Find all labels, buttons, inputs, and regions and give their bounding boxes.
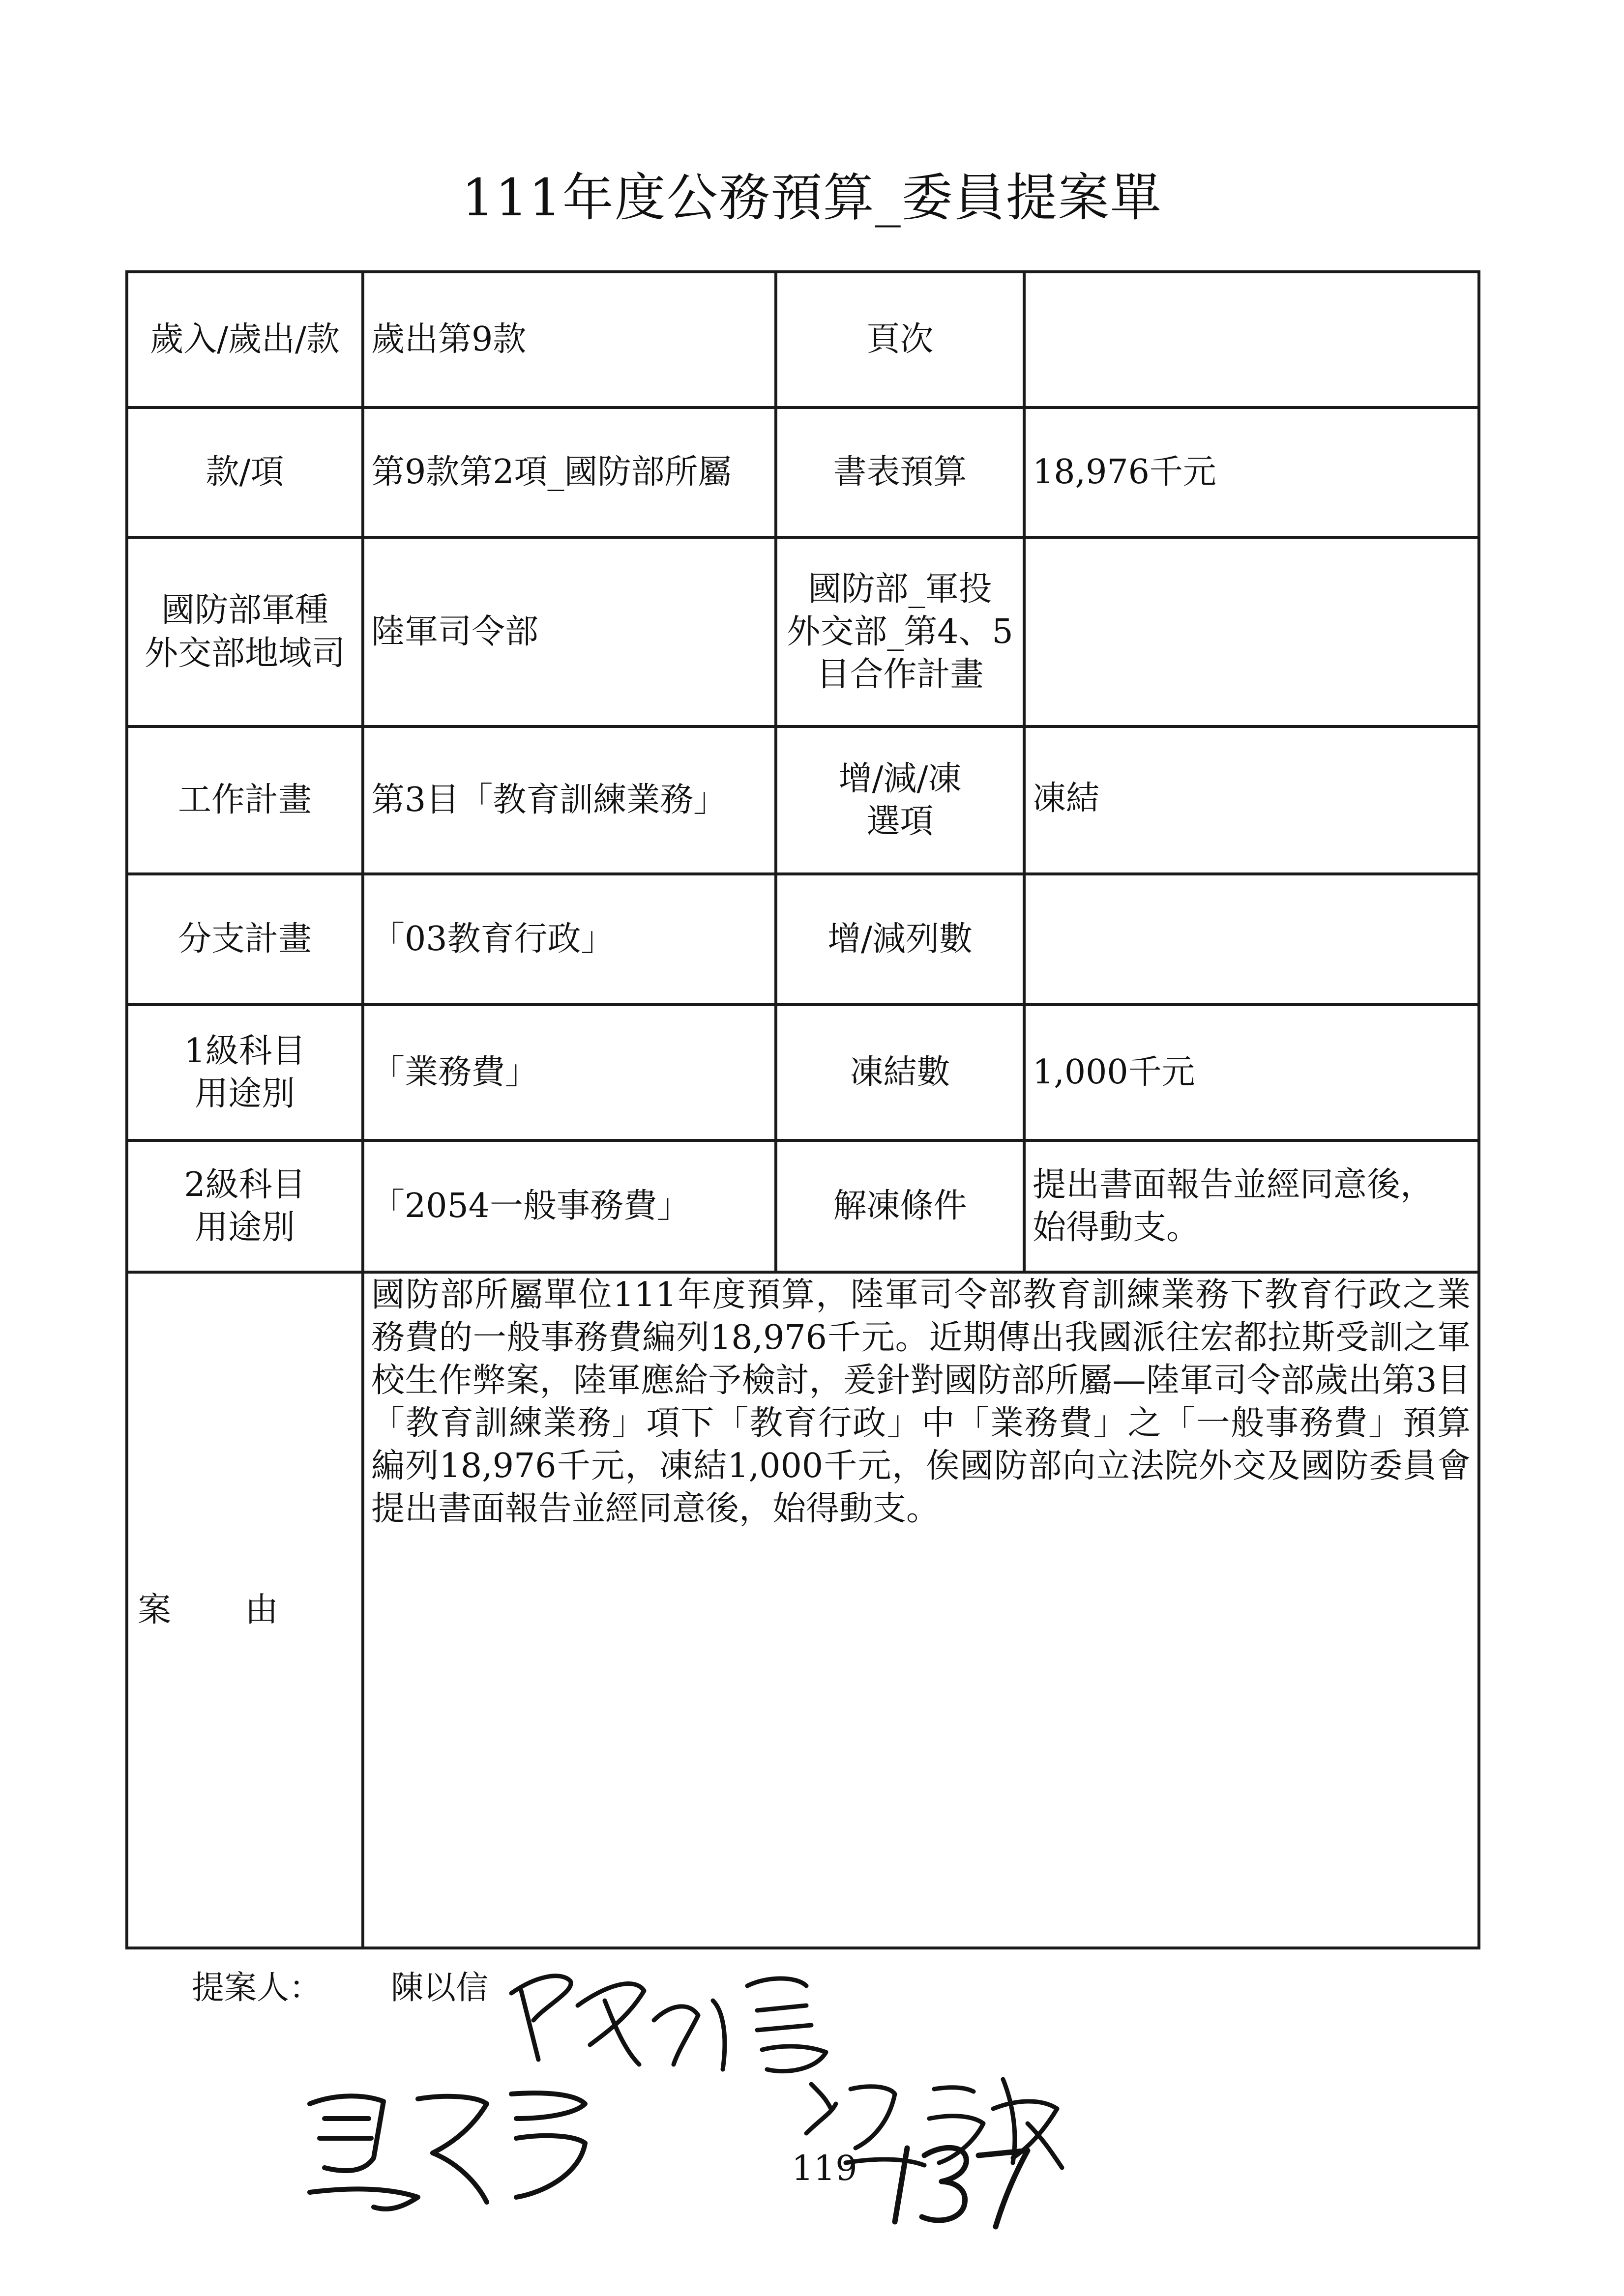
proposer-label: 提案人： — [192, 1969, 322, 2006]
page-number: 119 — [792, 2148, 857, 2188]
field-value-sub-plan: 「03教育行政」 — [363, 874, 776, 1005]
field-label-level1 — [127, 1005, 363, 1140]
field-label-work-plan: 工作計畫 — [127, 727, 363, 874]
unfreeze-line1: 提出書面報告並經同意後， — [1033, 1165, 1434, 1204]
form-row-item — [127, 407, 1479, 537]
field-label-sub-plan: 分支計畫 — [127, 874, 363, 1005]
field-value-change-amount — [1024, 874, 1479, 1005]
field-value-work-plan: 第3目「教育訓練業務」 — [363, 727, 776, 874]
field-value-freeze-amount: 1,000千元 — [1024, 1005, 1479, 1140]
field-label-freeze-amount: 凍結數 — [776, 1005, 1024, 1140]
reason-text: 國防部所屬單位111年度預算，陸軍司令部教育訓練業務下教育行政之業務費的一般事務費編列18,976千元。近期傳出我國派往宏都拉斯受訓之軍校生作弊案，陸軍應給予檢討，爰針對國防部所屬—陸軍司令部歲出第3目「教育訓練業務」項下「教育行政」中「業務費」之「一般事務費」預算編列18,976千元，凍結1,000千元，俟國防部向立法院外交及國防委員會提出書面報告並經同意後，始得動支。 — [363, 1272, 1479, 1948]
field-label-level2 — [127, 1140, 363, 1272]
field-label-page: 頁次 — [776, 272, 1024, 407]
level2-label-line2: 用途別 — [194, 1208, 295, 1247]
field-value-page — [1024, 272, 1479, 407]
signature-ma-wen-chun — [290, 2074, 605, 2222]
field-value-option: 凍結 — [1024, 727, 1479, 874]
field-label-option — [776, 727, 1024, 874]
option-label-line2: 選項 — [866, 802, 934, 841]
option-label-line1: 增/減/凍 — [838, 759, 962, 798]
field-value-level2: 「2054一般事務費」 — [363, 1140, 776, 1272]
page-title: 111年度公務預算_委員提案單 — [462, 168, 1162, 228]
field-value-budget-type: 歲出第9款 — [363, 272, 776, 407]
field-value-item: 第9款第2項_國防部所屬 — [363, 407, 776, 537]
form-row-reason — [127, 1272, 1479, 1948]
field-label-budget: 書表預算 — [776, 407, 1024, 537]
plan-type-line3: 目合作計畫 — [816, 655, 984, 695]
level1-label-line1: 1級科目 — [184, 1031, 306, 1071]
proposer-line — [192, 1961, 488, 2008]
form-row-sub-plan — [127, 874, 1479, 1005]
plan-type-line2: 外交部_第4、5 — [787, 612, 1013, 651]
form-row-level1 — [127, 1005, 1479, 1140]
proposer-name: 陳以信 — [390, 1969, 488, 2006]
field-label-unfreeze-condition: 解凍條件 — [776, 1140, 1024, 1272]
level1-label-line2: 用途別 — [194, 1075, 295, 1113]
form-row-work-plan — [127, 727, 1479, 874]
field-value-plan-type — [1024, 537, 1479, 727]
plan-type-line1: 國防部_軍投 — [808, 569, 992, 609]
field-value-level1: 「業務費」 — [363, 1005, 776, 1140]
handwritten-number-137 — [880, 2128, 1042, 2232]
field-label-budget-type: 歲入/歲出/款 — [127, 272, 363, 407]
field-value-budget: 18,976千元 — [1024, 407, 1479, 537]
field-label-reason: 案由 — [127, 1272, 363, 1948]
form-row-budget-type — [127, 272, 1479, 407]
field-label-agency — [127, 537, 363, 727]
field-label-change-amount: 增/減列數 — [776, 874, 1024, 1005]
field-value-agency: 陸軍司令部 — [363, 537, 776, 727]
agency-label-line1: 國防部軍種 — [161, 591, 328, 630]
unfreeze-line2: 始得動支。 — [1033, 1208, 1200, 1247]
form-row-level2 — [127, 1140, 1479, 1272]
field-value-unfreeze-condition — [1024, 1140, 1479, 1272]
level2-label-line1: 2級科目 — [184, 1165, 306, 1204]
field-label-item: 款/項 — [127, 407, 363, 537]
agency-label-line2: 外交部地域司 — [144, 634, 345, 673]
field-label-plan-type — [776, 537, 1024, 727]
form-row-agency — [127, 537, 1479, 727]
proposal-form-table — [125, 270, 1480, 1949]
